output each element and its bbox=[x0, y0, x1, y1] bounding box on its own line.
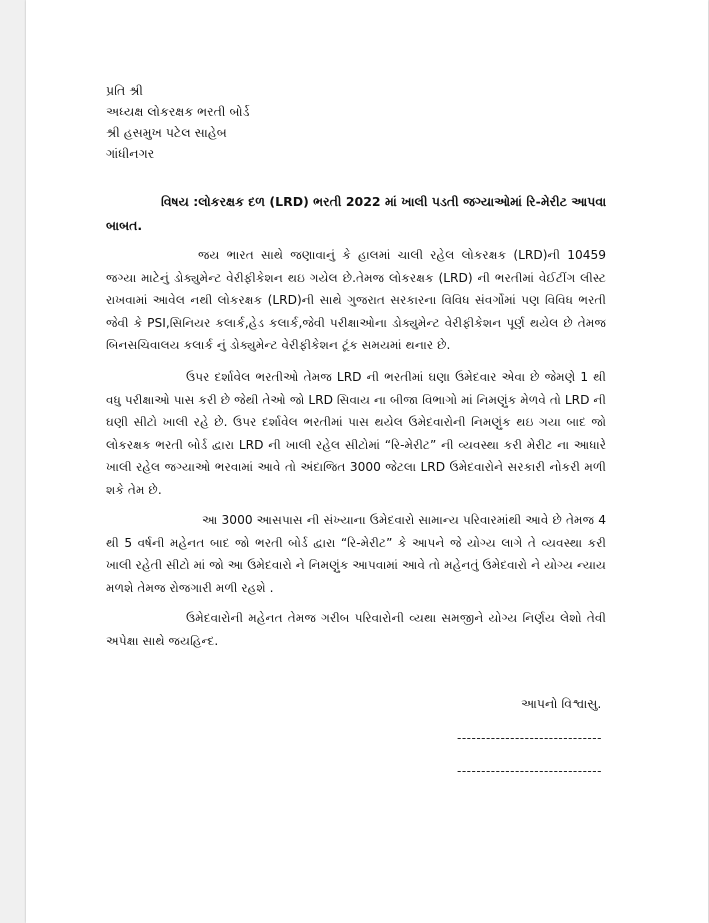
paragraph-1: જય ભારત સાથે જણાવાનું કે હાલમાં ચાલી રહેલ લોકરક્ષક (LRD)ની 10459 જગ્યા માટેનું ડોક્યુમેન્ટ વેરીફીકેશન થઇ ગયેલ છે.તેમજ લોકરક્ષક (LRD) ની ભરતીમાં વેઈટીંગ લીસ્ટ રાખવામાં આવેલ નથી લોકરક્ષક (LRD)ની સાથે ગુજરાત સરકારના વિવિધ સંવર્ગોમાં પણ વિવિધ ભરતી જેવી કે PSI,સિનિયર કલાર્ક,હેડ કલાર્ક,જેવી પરીક્ષાઓના ડોક્યુમેન્ટ વેરીફીકેશન પૂર્ણ થયેલ છે તેમજ બિનસચિવાલય કલાર્ક નું ડોક્યુમેન્ટ વેરીફીકેશન ટૂંક સમયમાં થનાર છે. bbox=[106, 248, 606, 353]
address-line-2: અધ્યક્ષ લોકરક્ષક ભરતી બોર્ડ bbox=[106, 104, 250, 119]
recipient-address bbox=[106, 80, 249, 164]
signature-line-2: ------------------------------ bbox=[457, 764, 602, 778]
signature-line-1: ------------------------------ bbox=[457, 731, 602, 745]
closing-salutation: આપનો વિશ્વાસુ. bbox=[521, 696, 602, 711]
paragraph-2: ઉપર દર્શાવેલ ભરતીઓ તેમજ LRD ની ભરતીમાં ઘણા ઉમેદવાર એવા છે જેમણે 1 થી વધુ પરીક્ષાઓ પાસ કરી છે જેથી તેઓ જો LRD સિવાય ના બીજા વિભાગો માં નિમણુંક મેળવે તો LRD ની ઘણી સીટો ખાલી રહે છે. ઉપર દર્શાવેલ ભરતીમાં પાસ થયેલ ઉમેદવારોની નિમણુંક થઇ ગયા બાદ જો લોકરક્ષક ભરતી બોર્ડ દ્વારા LRD ની ખાલી રહેલ સીટોમાં “રિ-મેરીટ” ની વ્યવસ્થા કરી મેરીટ ના આધારે ખાલી રહેલ જગ્યાઓ ભરવામાં આવે તો અંદાજિત 3000 જેટલા LRD ઉમેદવારોને સરકારી નોકરી મળી શકે તેમ છે. bbox=[106, 370, 606, 497]
paragraph-3: આ 3000 આસપાસ ની સંખ્યાના ઉમેદવારો સામાન્ય પરિવારમાંથી આવે છે તેમજ 4 થી 5 વર્ષની મહેનત બાદ જો ભરતી બોર્ડ દ્વારા “રિ-મેરીટ” કે આપને જે યોગ્ય લાગે તે વ્યવસ્થા કરી ખાલી રહેતી સીટો માં જો આ ઉમેદવારો ને નિમણુંક આપવામાં આવે તો મહેનતું ઉમેદવારો ને યોગ્ય ન્યાય મળશે તેમજ રોજગારી મળી રહશે . bbox=[106, 513, 606, 595]
document-page bbox=[26, 0, 708, 923]
subject-line: વિષય :લોકરક્ષક દળ (LRD) ભરતી 2022 માં ખાલી પડતી જગ્યાઓમાં રિ-મેરીટ આપવા બાબત. bbox=[106, 194, 607, 233]
address-line-3: શ્રી હસમુખ પટેલ સાહેબ bbox=[106, 125, 227, 140]
paragraph-4: ઉમેદવારોની મહેનત તેમજ ગરીબ પરિવારોની વ્યથા સમજીને યોગ્ય નિર્ણય લેશો તેવી અપેક્ષા સાથે જયહિન્દ. bbox=[106, 611, 606, 648]
address-line-1: પ્રતિ શ્રી bbox=[106, 83, 143, 98]
address-line-4: ગાંધીનગર bbox=[106, 146, 155, 161]
